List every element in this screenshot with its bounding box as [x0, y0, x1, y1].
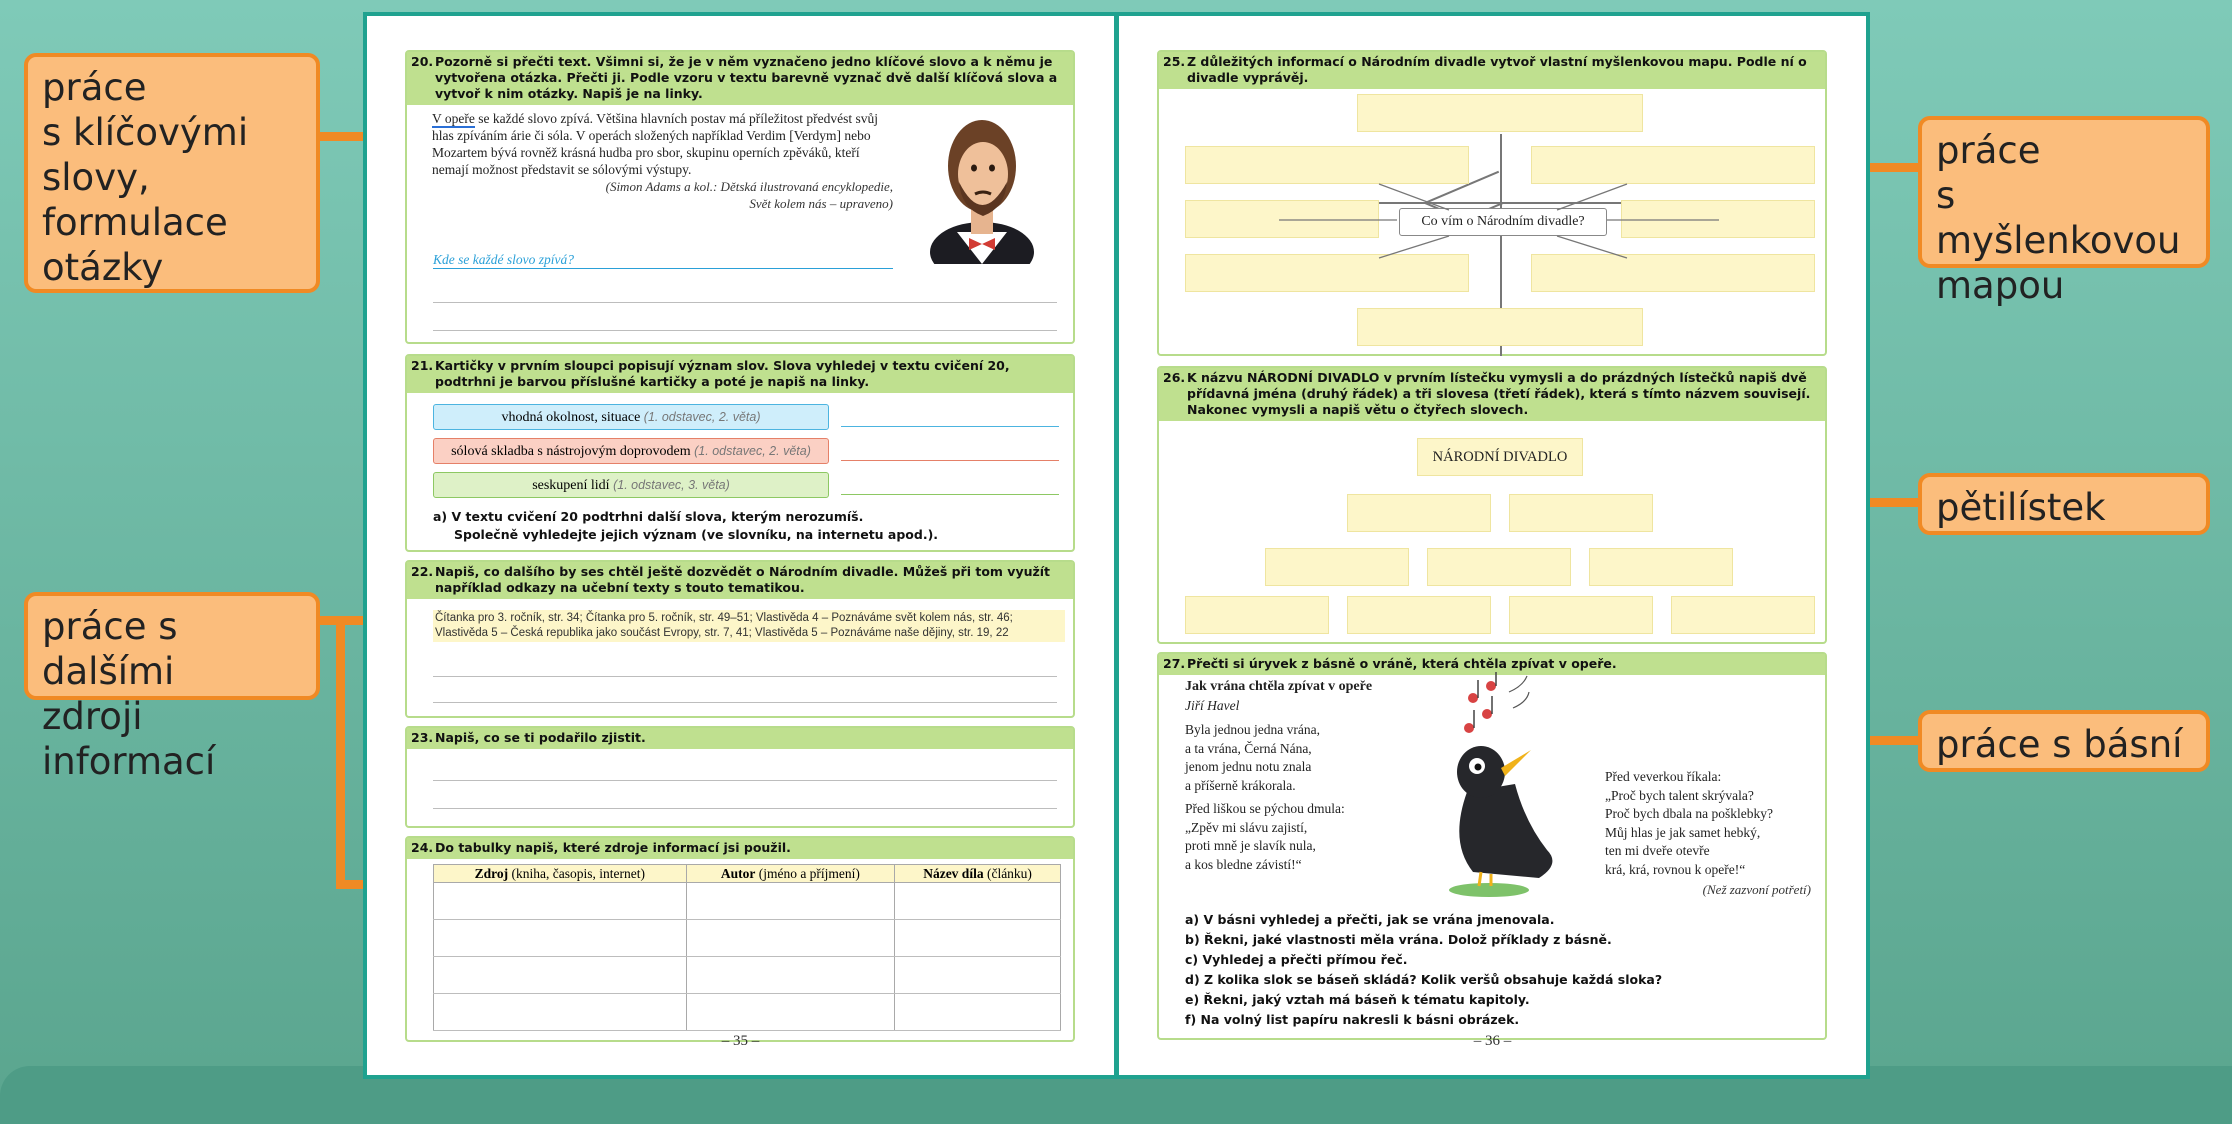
answer-line[interactable]: [433, 330, 1057, 331]
poem-right: Před veverkou říkala: „Proč bych talent skrývala? Proč bych dbala na pošklebky? Můj hlas je jak samet hebký, ten mi dveře otevře krá, krá, rovnou k opeře!“: [1605, 769, 1773, 877]
page-36: [1119, 16, 1866, 1075]
table-row[interactable]: [434, 957, 1061, 994]
answer-line[interactable]: [433, 780, 1057, 781]
exercise-20-text: V opeře se každé slovo zpívá. Většina hlavních postav má příležitost předvést svůj hlas zpíváním árie či sóla. V operách složených například Verdim [Verdym] nebo Mozartem bývá rovněž krásná hudba pro sbor, skupinu operních zpěváků, kteří nemají možnost představit se sólovými výstupy.: [432, 111, 879, 177]
callout-sources: práce s dalšími zdroji informací: [24, 592, 320, 700]
crow-illustration: [1429, 672, 1569, 900]
workbook-spread: [363, 12, 1870, 1079]
poem-left: Jak vrána chtěla zpívat v opeře Jiří Havel Byla jednou jedna vrána, a ta vrána, Černá Nána, jenom jednu notu znala a příšerně krákorala. Před liškou se pýchou dmula: „Zpěv mi slávu zajistí, proti mně je slavík nula, a kos bledne závistí!“: [1185, 679, 1373, 872]
exercise-20-citation: (Simon Adams a kol.: Dětská ilustrovaná encyklopedie, Svět kolem nás – upraveno): [605, 179, 893, 211]
callout-mindmap: práce s myšlenkovou mapou: [1918, 116, 2210, 268]
keyword-highlight: V opeře: [432, 111, 475, 126]
column-author: Autor (jméno a příjmení): [686, 865, 895, 883]
petilistek-adjective-box[interactable]: [1509, 494, 1653, 532]
petilistek-verb-box[interactable]: [1427, 548, 1571, 586]
exercise-21-instruction: 21. Kartičky v prvním sloupci popisují význam slov. Slova vyhledej v textu cvičení 20, podtrhni je barvou příslušné kartičky a poté je napiš na linky.: [407, 356, 1073, 393]
sources-table: [433, 864, 1061, 1031]
textbook-references: Čítanka pro 3. ročník, str. 34; Čítanka pro 5. ročník, str. 49–51; Vlastivěda 4 – Poznáváme svět kolem nás, str. 46; Vlastivěda 5 – Česká republika jako součást Evropy, str. 7, 41; Vlastivěda 5 – Poznáváme naše dějiny, str. 19, 22: [433, 610, 1065, 642]
exercise-23-instruction: 23. Napiš, co se ti podařilo zjistit.: [407, 728, 1073, 749]
answer-line[interactable]: [841, 426, 1059, 427]
exercise-21-task-a: a) V textu cvičení 20 podtrhni další slova, kterým nerozumíš. Společně vyhledejte jejich význam (ve slovníku, na internetu apod.).: [433, 509, 939, 542]
answer-line[interactable]: [841, 460, 1059, 461]
callout-petilistek: pětilístek: [1918, 473, 2210, 535]
exercise-25: [1157, 50, 1827, 356]
exercise-22: [405, 560, 1075, 718]
answer-line[interactable]: [433, 808, 1057, 809]
answer-line[interactable]: [841, 494, 1059, 495]
table-row[interactable]: [434, 920, 1061, 957]
callout-poem: práce s básní: [1918, 710, 2210, 772]
petilistek-title: NÁRODNÍ DIVADLO: [1417, 438, 1583, 476]
exercise-20: [405, 50, 1075, 344]
mindmap-spokes: [1159, 52, 1829, 358]
answer-line[interactable]: [433, 302, 1057, 303]
exercise-21: [405, 354, 1075, 552]
exercise-24: [405, 836, 1075, 1042]
opera-singer-illustration: [927, 104, 1037, 264]
meaning-card-blue: vhodná okolnost, situace (1. odstavec, 2. věta): [433, 404, 829, 430]
exercise-26: [1157, 366, 1827, 644]
exercise-27: [1157, 652, 1827, 1040]
page-35: [367, 16, 1114, 1075]
answer-line[interactable]: [433, 702, 1057, 703]
answer-line[interactable]: [433, 676, 1057, 677]
petilistek-adjective-box[interactable]: [1347, 494, 1491, 532]
petilistek-sentence-box[interactable]: [1671, 596, 1815, 634]
petilistek-verb-box[interactable]: [1589, 548, 1733, 586]
answer-line[interactable]: [433, 268, 893, 269]
meaning-card-red: sólová skladba s nástrojovým doprovodem (1. odstavec, 2. věta): [433, 438, 829, 464]
petilistek-sentence-box[interactable]: [1185, 596, 1329, 634]
mindmap-center: Co vím o Národním divadle?: [1399, 208, 1607, 236]
exercise-27-tasks: a) V básni vyhledej a přečti, jak se vrána jmenovala. b) Řekni, jaké vlastnosti měla vrána. Dolož příklady z básně. c) Vyhledej a přečti přímou řeč. d) Z kolika slok se báseň skládá? Kolik veršů obsahuje každá sloka? e) Řekni, jaký vztah má báseň k tématu kapitoly. f) Na volný list papíru nakresli k básni obrázek.: [1185, 912, 1663, 1027]
exercise-20-instruction: 20. Pozorně si přečti text. Všimni si, že je v něm vyznačeno jedno klíčové slovo a k němu je vytvořena otázka. Přečti ji. Podle vzoru v textu barevně vyznač dvě další klíčová slova a vytvoř k nim otázky. Napiš je na linky.: [407, 52, 1073, 105]
exercise-26-instruction: 26. K názvu NÁRODNÍ DIVADLO v prvním lístečku vymysli a do prázdných lístečků napiš dvě přídavná jména (druhý řádek) a tři slovesa (třetí řádek), která s tímto názvem souvisejí. Nakonec vymysli a napiš větu o čtyřech slovech.: [1159, 368, 1825, 421]
meaning-card-green: seskupení lidí (1. odstavec, 3. věta): [433, 472, 829, 498]
petilistek-verb-box[interactable]: [1265, 548, 1409, 586]
exercise-23: [405, 726, 1075, 828]
example-question: Kde se každé slovo zpívá?: [433, 252, 574, 267]
callout-arrow-sources-vertical: [336, 616, 345, 888]
exercise-27-instruction: 27. Přečti si úryvek z básně o vráně, která chtěla zpívat v opeře.: [1159, 654, 1825, 675]
exercise-25-instruction: 25. Z důležitých informací o Národním divadle vytvoř vlastní myšlenkovou mapu. Podle ní o divadle vyprávěj.: [1159, 52, 1825, 89]
poem-source: (Než zazvoní potřetí): [1702, 882, 1811, 897]
table-row[interactable]: [434, 883, 1061, 920]
petilistek-sentence-box[interactable]: [1509, 596, 1653, 634]
callout-keywords: práce s klíčovými slovy, formulace otázky: [24, 53, 320, 293]
table-row[interactable]: [434, 994, 1061, 1031]
exercise-24-instruction: 24. Do tabulky napiš, které zdroje informací jsi použil.: [407, 838, 1073, 859]
petilistek-sentence-box[interactable]: [1347, 596, 1491, 634]
exercise-22-instruction: 22. Napiš, co dalšího by ses chtěl ještě dozvědět o Národním divadle. Můžeš při tom využít například odkazy na učební texty s touto tematikou.: [407, 562, 1073, 599]
column-source: Zdroj (kniha, časopis, internet): [434, 865, 687, 883]
page-number: – 35 –: [721, 1033, 760, 1049]
column-title: Název díla (článku): [895, 865, 1061, 883]
page-number: – 36 –: [1473, 1033, 1512, 1049]
